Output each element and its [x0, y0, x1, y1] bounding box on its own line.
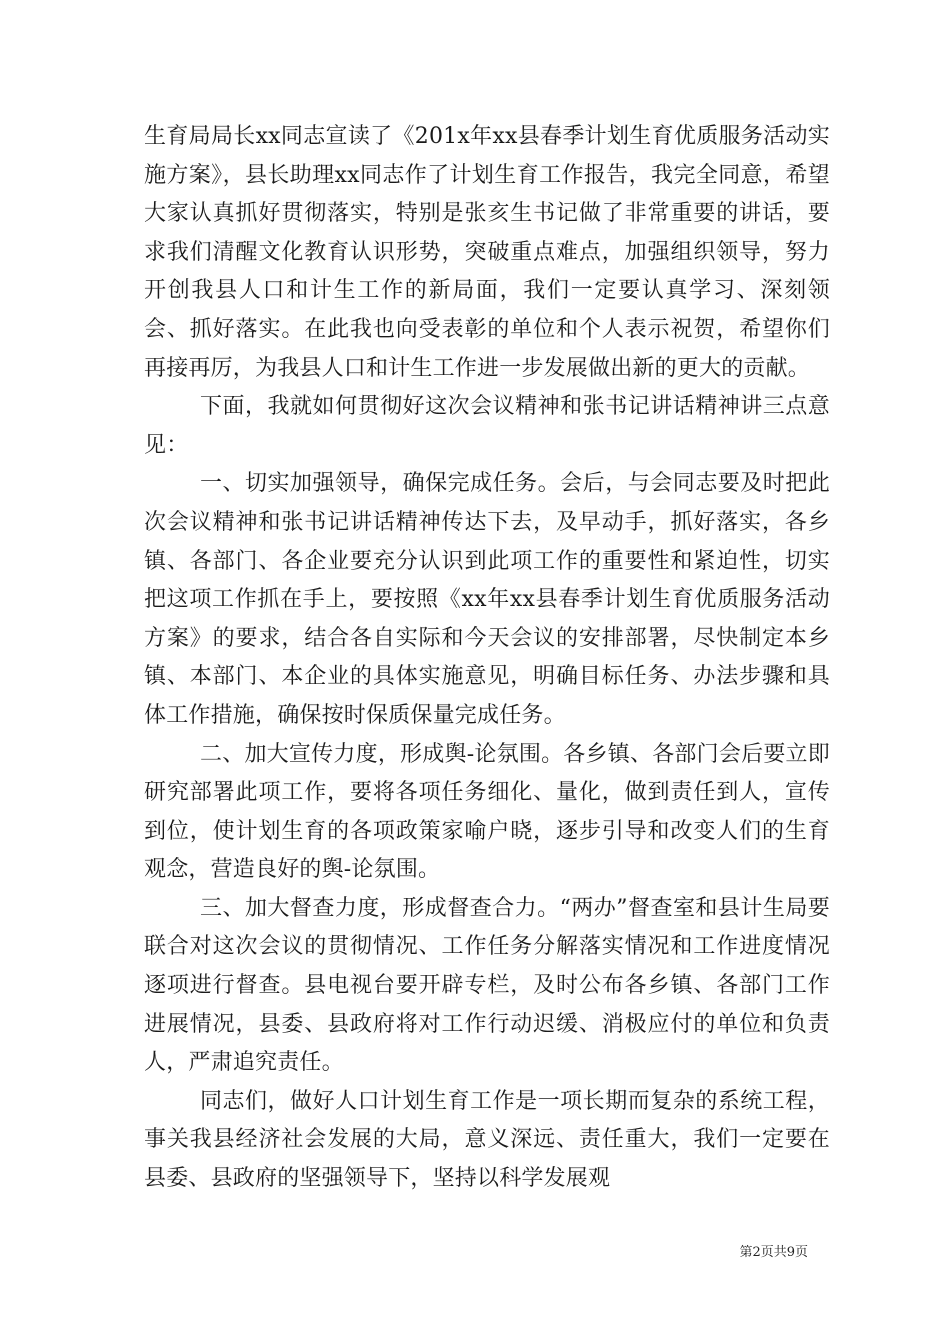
paragraph-intro-three-points: 下面，我就如何贯彻好这次会议精神和张书记讲话精神讲三点意见：	[144, 394, 830, 458]
paragraph-point-three: 三、加大督查力度，形成督查合力。“两办”督查室和县计生局要联合对这次会议的贯彻情况、工作任务分解落实情况和工作进度情况逐项进行督查。县电视台要开辟专栏，及时公布各乡镇、各部门工作进展情况，县委、县政府将对工作行动迟缓、消极应付的单位和负责人，严肃追究责任。	[144, 895, 830, 1076]
paragraph-closing: 同志们，做好人口计划生育工作是一项长期而复杂的系统工程，事关我县经济社会发展的大局，意义深远、责任重大，我们一定要在县委、县政府的坚强领导下，坚持以科学发展观	[144, 1088, 830, 1192]
page-number-footer: 第2页共9页	[739, 1245, 808, 1260]
paragraph-continuation: 生育局局长xx同志宣读了《201x年xx县春季计划生育优质服务活动实施方案》，县长助理xx同志作了计划生育工作报告，我完全同意，希望大家认真抓好贯彻落实，特别是张亥生书记做了非常重要的讲话，要求我们清醒文化教育认识形势，突破重点难点，加强组织领导，努力开创我县人口和计生工作的新局面，我们一定要认真学习、深刻领会、抓好落实。在此我也向受表彰的单位和个人表示祝贺，希望你们再接再厉，为我县人口和计生工作进一步发展做出新的更大的贡献。	[144, 124, 830, 381]
document-body	[144, 118, 830, 1199]
paragraph-point-two: 二、加大宣传力度，形成舆-论氛围。各乡镇、各部门会后要立即研究部署此项工作，要将各项任务细化、量化，做到责任到人，宣传到位，使计划生育的各项政策家喻户晓，逐步引导和改变人们的生育观念，营造良好的舆-论氛围。	[144, 741, 830, 883]
paragraph-point-one: 一、切实加强领导，确保完成任务。会后，与会同志要及时把此次会议精神和张书记讲话精神传达下去，及早动手，抓好落实，各乡镇、各部门、各企业要充分认识到此项工作的重要性和紧迫性，切实把这项工作抓在手上，要按照《xx年xx县春季计划生育优质服务活动方案》的要求，结合各自实际和今天会议的安排部署，尽快制定本乡镇、本部门、本企业的具体实施意见，明确目标任务、办法步骤和具体工作措施，确保按时保质保量完成任务。	[144, 471, 830, 728]
